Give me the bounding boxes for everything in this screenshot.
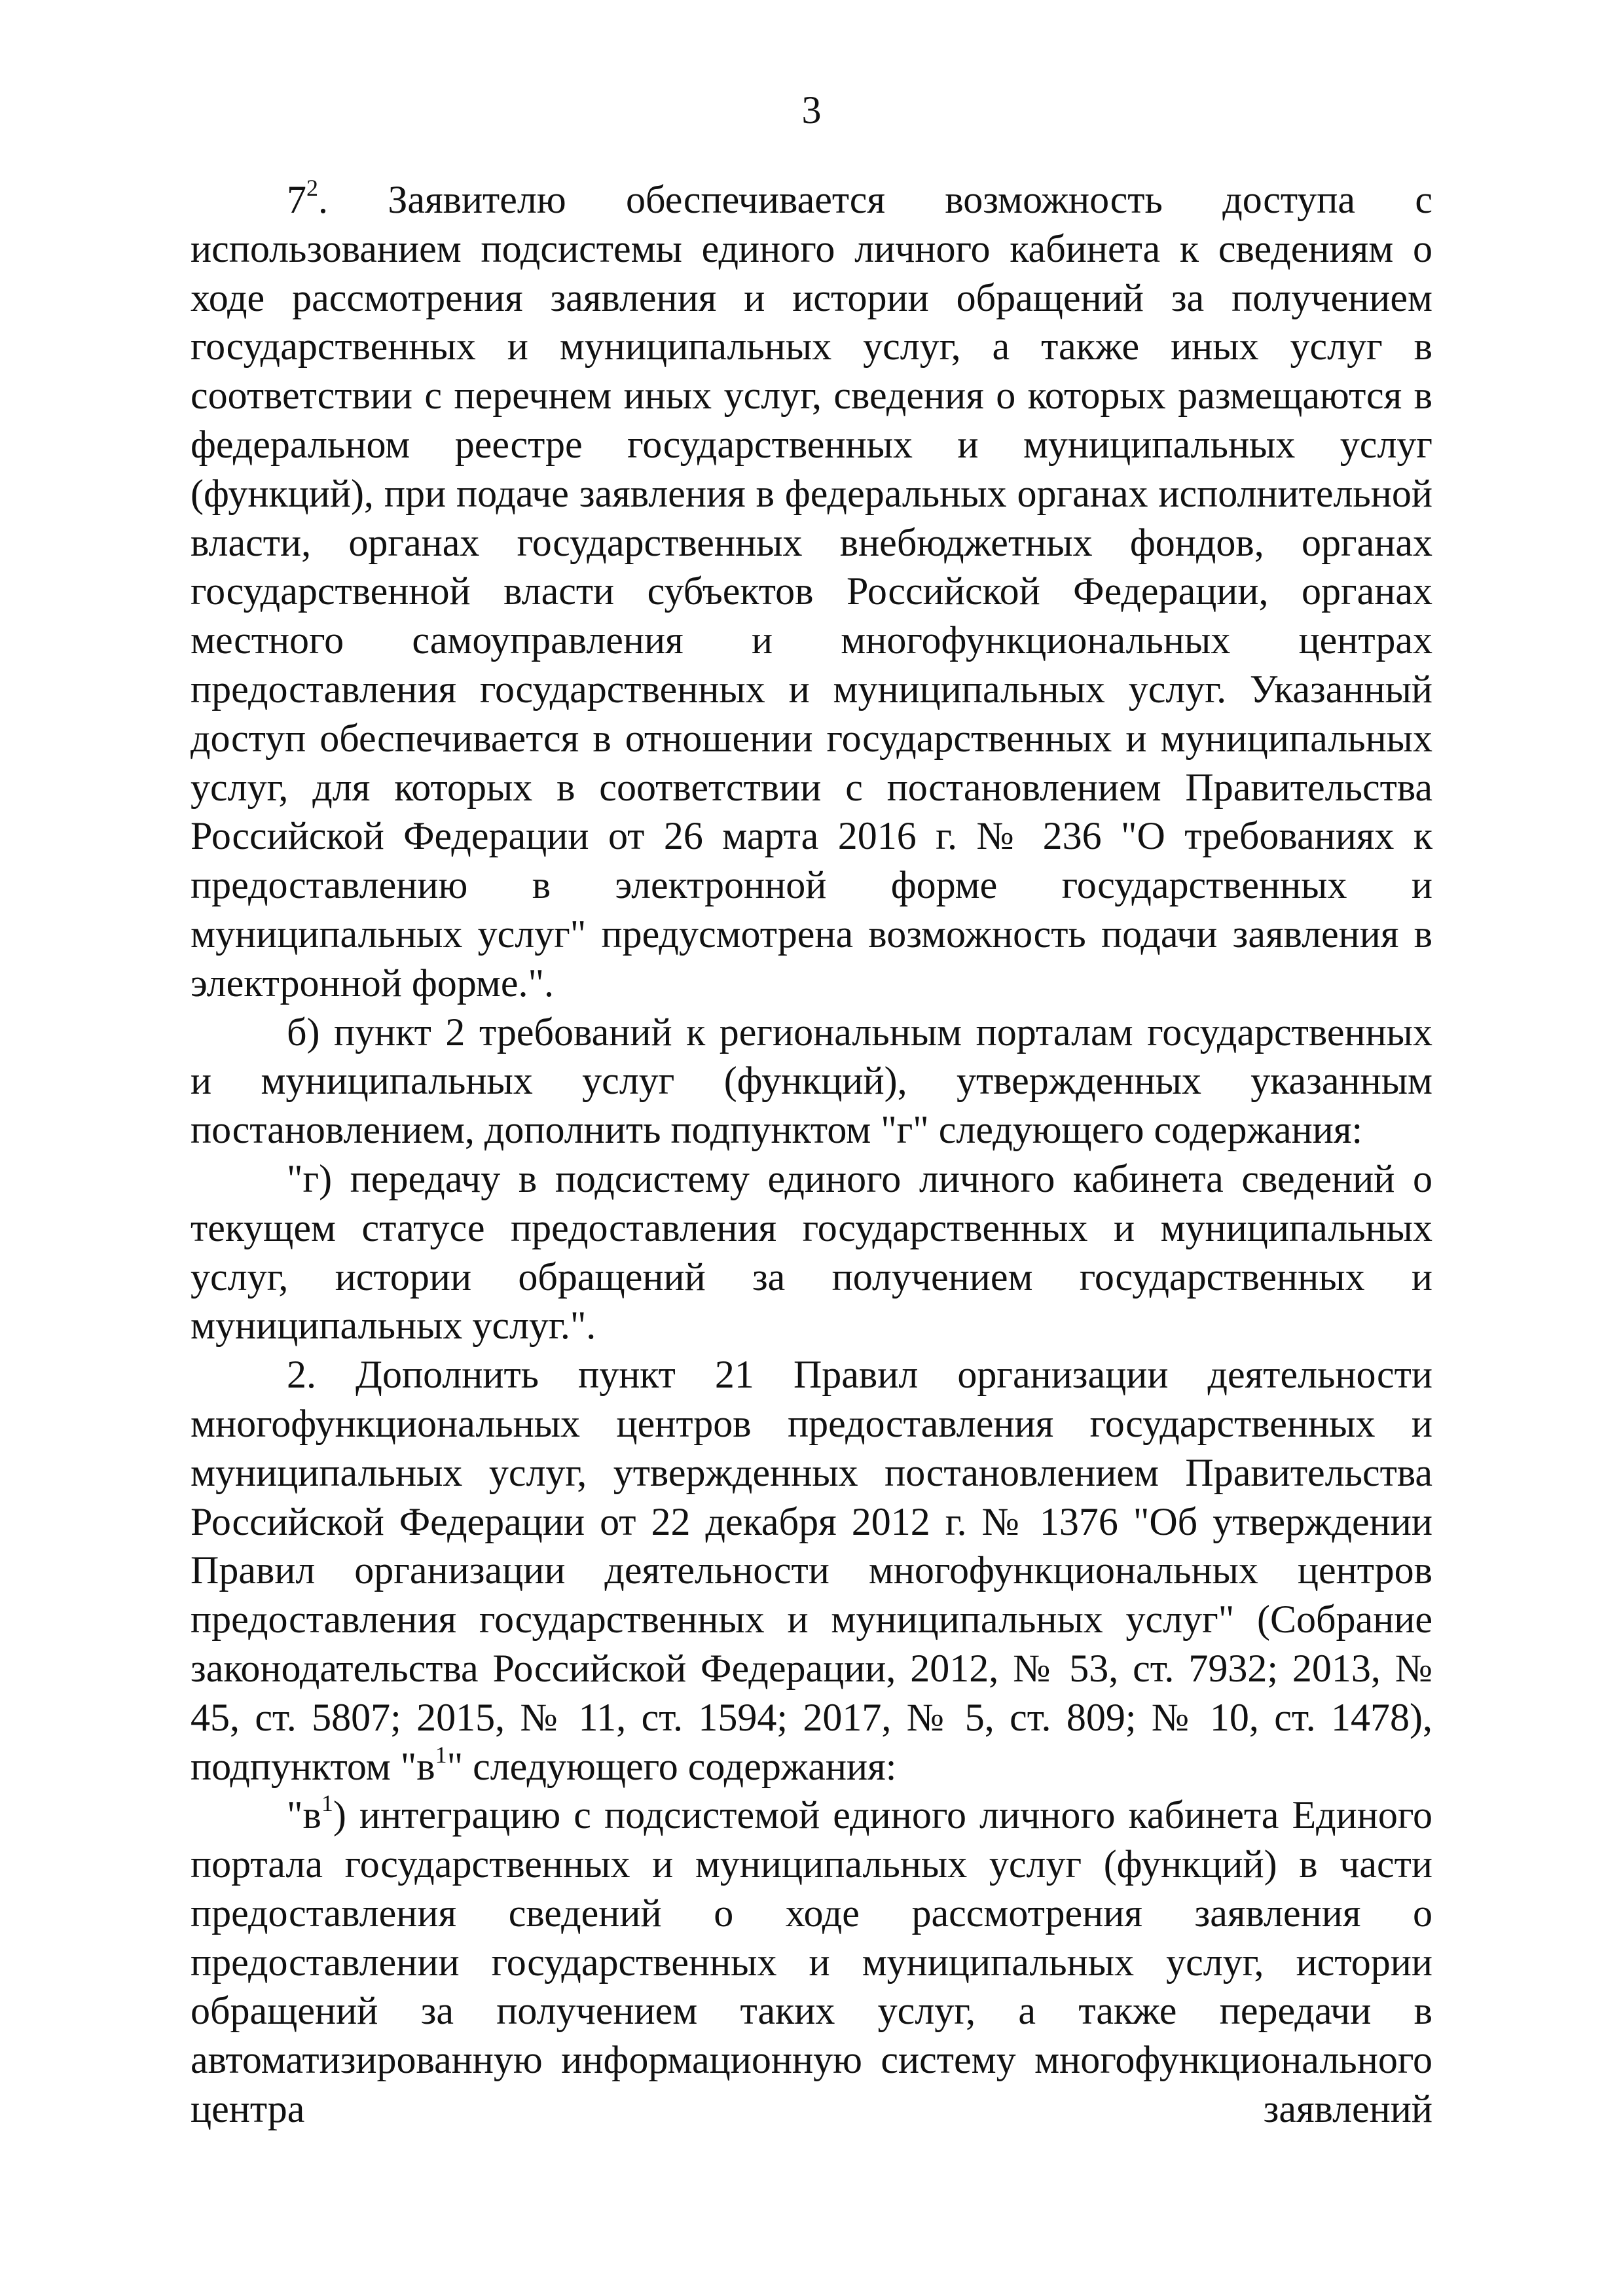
superscript: 1 <box>435 1741 447 1768</box>
paragraph-text-tail: " следующего содержания: <box>447 1744 897 1788</box>
superscript: 2 <box>306 175 318 201</box>
paragraph-b: б) пункт 2 требований к региональным порталам государственных и муниципальных услуг (функций), утвержденных указанным постановлением, дополнить подпунктом "г" следующего содержания: <box>191 1010 1432 1152</box>
page-number: 3 <box>801 88 822 132</box>
document-body <box>191 175 1432 2134</box>
paragraph-text: . Заявителю обеспечивается возможность доступа с использованием подсистемы единого личного кабинета к сведениям о ходе рассмотрения заявления и истории обращений за получением государственных и муниципальных услуг, а также иных услуг в соответствии с перечнем иных услуг, сведения о которых размещаются в федеральном реестре государственных и муниципальных услуг (функций), при подаче заявления в федеральных органах исполнительной власти, органах государственных внебюджетных фондов, органах государственной власти субъектов Российской Федерации, органах местного самоуправления и многофункциональных центрах предоставления государственных и муниципальных услуг. Указанный доступ обеспечивается в отношении государственных и муниципальных услуг, для которых в соответствии с постановлением Правительства Российской Федерации от 26 марта 2016 г. № 236 "О требованиях к предоставлению в электронной форме государственных и муниципальных услуг" предусмотрена возможность подачи заявления в электронной форме.". <box>191 178 1432 1005</box>
paragraph-text: ) интеграцию с подсистемой единого личного кабинета Единого портала государственных и муниципальных услуг (функций) в части предоставления сведений о ходе рассмотрения заявления о предоставлении государственных и муниципальных услуг, истории обращений за получением таких услуг, а также передачи в автоматизированную информационную систему многофункционального центра заявлений <box>191 1793 1432 2131</box>
paragraph-number: 7 <box>287 178 306 221</box>
paragraph-g-quote: "г) передачу в подсистему единого личного кабинета сведений о текущем статусе предоставления государственных и муниципальных услуг, истории обращений за получением государственных и муниципальных услуг.". <box>191 1157 1432 1348</box>
superscript: 1 <box>321 1790 333 1817</box>
paragraph-2 <box>191 1350 1432 1791</box>
paragraph-v1-quote <box>191 1791 1432 2134</box>
paragraph-7-2 <box>191 175 1432 1008</box>
paragraph-prefix: "в <box>287 1793 321 1837</box>
paragraph-text: 2. Дополнить пункт 21 Правил организации деятельности многофункциональных центров предоставления государственных и муниципальных услуг, утвержденных постановлением Правительства Российской Федерации от 22 декабря 2012 г. № 1376 "Об утверждении Правил организации деятельности многофункциональных центров предоставления государственных и муниципальных услуг" (Собрание законодательства Российской Федерации, 2012, № 53, ст. 7932; 2013, № 45, ст. 5807; 2015, № 11, ст. 1594; 2017, № 5, ст. 809; № 10, ст. 1478), подпунктом "в <box>191 1353 1432 1788</box>
